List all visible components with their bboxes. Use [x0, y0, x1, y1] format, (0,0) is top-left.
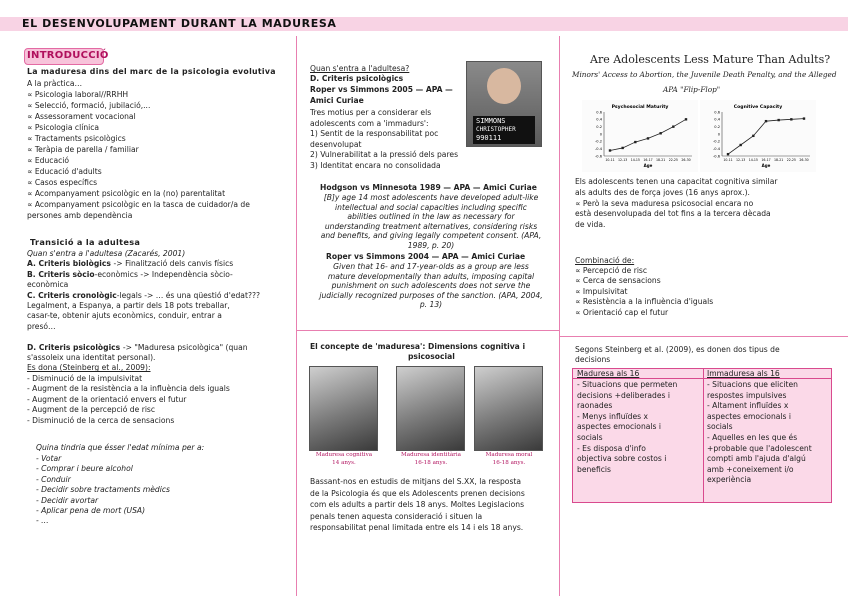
chart-x-label: Age	[643, 163, 653, 168]
chart-title: Cognitive Capacity	[733, 105, 783, 110]
intro-item: ∝ Educació d'adults	[27, 167, 102, 176]
steinberg-intro	[575, 345, 780, 366]
min-age-item: - Comprar i beure alcohol	[36, 464, 133, 474]
intro-item: ∝ Acompanyament psicològic en la tasca de cuidador/a de	[27, 200, 250, 209]
combo-item: ∝ Percepció de risc	[575, 266, 648, 275]
motiu-line: adolescents com a 'immadurs':	[310, 118, 429, 128]
table-left-line: - Menys influïdes x	[577, 411, 649, 421]
intro-item: ∝ Psicologia laboral//RRHH	[27, 90, 129, 99]
chart-x-tick: 22-25	[786, 158, 796, 162]
chart-series-line	[728, 119, 804, 155]
motiu-line: desenvolupat	[310, 139, 362, 149]
chart-point	[752, 135, 754, 137]
chart-x-tick: 22-25	[668, 158, 678, 162]
chart-y-tick: 0.4	[714, 117, 720, 122]
min-age-list	[36, 454, 170, 527]
chart-y-tick: -0.6	[712, 154, 720, 159]
quote-hodgson	[308, 193, 554, 251]
chart-point	[790, 118, 792, 120]
chart-point	[621, 147, 623, 149]
min-age-item: - Votar	[36, 454, 62, 463]
chart-point	[647, 137, 649, 139]
chart-x-tick: 14-15	[630, 158, 640, 162]
table-right-line: - Situacions que eliciten	[707, 380, 798, 389]
quote-line: p. 13)	[419, 300, 443, 310]
intro-item: ∝ Tractaments psicològics	[27, 134, 126, 143]
chart-point	[672, 125, 674, 127]
chart-x-tick: 18-21	[656, 158, 666, 162]
chart-point	[765, 120, 767, 122]
chart-y-tick: -0.4	[712, 147, 720, 152]
transition-list	[27, 249, 260, 426]
quote-line: judicially recognized purposes of the sanction. (APA, 2004,	[319, 290, 543, 300]
table-right-line: - Altament influïdes x	[707, 401, 789, 411]
transition-line: casar-te, obtenir ajuts econòmics, conduir, entrar a	[27, 311, 222, 321]
chart-y-tick: -0.2	[712, 139, 720, 144]
transition-line: A. Criteris biològics -> Finalització dels canvis físics	[27, 259, 234, 269]
mugshot-photo	[466, 61, 542, 147]
intro-subtitle: La maduresa dins del marc de la psicologia evolutiva	[27, 67, 276, 76]
chart-x-tick: 26-30	[681, 158, 691, 162]
quote-line: Given that 16- and 17-year-olds as a group are less	[333, 262, 529, 271]
intro-title: INTRODUCCIÓ	[27, 50, 109, 61]
table-left-line: decisions +deliberades i	[577, 390, 670, 400]
motiu-line: 1) Sentit de la responsabilitat poc	[310, 129, 439, 139]
decision-table	[572, 368, 832, 503]
case-roper-2005: Roper vs Simmons 2005 — APA —	[310, 85, 453, 94]
intro-item: ∝ Psicologia clínica	[27, 123, 100, 132]
chart-x-tick: 10-11	[605, 158, 615, 162]
min-age-item: - …	[36, 516, 49, 526]
min-age-item: - Conduir	[36, 474, 71, 484]
mugshot-number: 990111	[476, 134, 502, 142]
photo-caption: Maduresa identitària	[401, 452, 461, 458]
table-header-left: Maduresa als 16	[577, 369, 640, 378]
figure-subtitle: Minors' Access to Abortion, the Juvenile Death Penalty, and the Alleged	[572, 70, 837, 79]
page-title: EL DESENVOLUPAMENT DURANT LA MADURESA	[22, 17, 337, 30]
motiu-line: Tres motius per a considerar els	[310, 108, 432, 117]
question-adultesa: Quan s'entra a l'adultesa?	[310, 64, 410, 73]
figure-subtitle-2: APA "Flip-Flop"	[663, 85, 721, 94]
table-right-line: experiència	[707, 475, 752, 485]
chart-y-tick: -0.4	[594, 147, 602, 152]
table-right-line: respostes impulsives	[707, 390, 787, 400]
transition-line: D. Criteris psicològics -> "Maduresa psicològica" (quan	[27, 342, 248, 352]
table-right-line: compti amb l'ajuda d'algú	[707, 454, 806, 464]
intro-list	[27, 89, 250, 221]
table-left-line: socials	[577, 432, 603, 442]
quote-line: understanding treatment alternatives, considering risks	[324, 221, 538, 231]
cognitive-paragraph	[575, 177, 777, 231]
figure-title: Are Adolescents Less Mature Than Adults?	[590, 53, 831, 66]
chart-y-tick: 0.2	[714, 125, 720, 130]
min-age-item: - Decidir avortar	[36, 495, 99, 505]
transition-line: Es dona (Steinberg et al., 2009):	[27, 363, 151, 373]
transition-line: econòmica	[27, 280, 69, 290]
intro-item: ∝ Acompanyament psicològic en la (no) parentalitat	[27, 189, 226, 198]
case-roper-2004: Roper vs Simmons 2004 — APA — Amici Curiae	[326, 252, 526, 261]
photo-caption: 16-18 anys.	[492, 460, 526, 466]
chart-point	[803, 117, 805, 119]
chart-x-tick: 16-17	[761, 158, 771, 162]
para-line: està desenvolupada del tot fins a la tercera dècada	[575, 209, 771, 219]
chart-point	[727, 153, 729, 155]
table-right-line: - Aquelles en les que és	[707, 432, 798, 442]
transition-line	[27, 332, 260, 342]
quote-roper	[308, 262, 554, 310]
chart-point	[609, 149, 611, 151]
mugshot-name1: SIMMONS	[476, 117, 506, 125]
para-line: de vida.	[575, 220, 606, 230]
min-age-question: Quina tindria que ésser l'edat mínima per a:	[36, 443, 205, 452]
mugshot-face	[487, 68, 521, 104]
bassant-line: com els adults a partir dels 18 anys. Moltes Legislacions	[310, 500, 525, 509]
intro-lead: A la pràctica…	[27, 79, 83, 88]
table-left-line: - Situacions que permeten	[577, 380, 678, 389]
combo-item: ∝ Cerca de sensacions	[575, 276, 661, 286]
motius-list	[310, 108, 458, 172]
quote-line: mature developmentally than adults, imposing capital	[327, 271, 535, 281]
bassant-line: responsabilitat penal limitada entre els 14 i els 18 anys.	[310, 523, 524, 532]
transition-line: - Augment de la resistència a la influència dels iguals	[27, 384, 230, 394]
combo-item: ∝ Impulsivitat	[575, 286, 628, 296]
transition-line: B. Criteris sòcio-econòmics -> Independència sòcio-	[27, 269, 233, 279]
combo-title: Combinació de:	[575, 256, 635, 265]
photo-kohlberg	[474, 366, 543, 451]
chart-point	[685, 118, 687, 120]
combo-list	[575, 266, 713, 318]
chart-cognitive	[700, 100, 816, 172]
chart-psychosocial	[582, 100, 698, 172]
chart-point	[777, 119, 779, 121]
chart-y-tick: -0.2	[594, 139, 602, 144]
transition-line: - Augment de la percepció de risc	[27, 405, 156, 415]
photo-caption: 16-18 anys.	[414, 460, 448, 466]
table-divider	[703, 369, 704, 502]
bassant-line: de la Psicologia és que els Adolescents prenen decisions	[310, 488, 525, 498]
combo-item: ∝ Resistència a la influència d'iguals	[575, 297, 714, 307]
chart-point	[659, 132, 661, 134]
table-left-line: objectiva sobre costos i	[577, 454, 667, 464]
chart-point	[634, 141, 636, 143]
concept-title-2: psicosocial	[408, 352, 455, 361]
table-right-line: socials	[707, 422, 733, 432]
quote-line: and benefits, and giving legally competent consent. (APA,	[320, 231, 542, 241]
para-line: Els adolescents tenen una capacitat cognitiva similar	[575, 177, 778, 186]
para-line: ∝ Però la seva maduresa psicosocial encara no	[575, 198, 754, 208]
chart-x-tick: 12-13	[736, 158, 746, 162]
chart-x-tick: 26-30	[799, 158, 809, 162]
table-left-col	[577, 380, 677, 475]
chart-y-tick: 0	[717, 132, 720, 137]
table-right-line: amb +coneixement i/o	[707, 464, 794, 474]
photo-caption: Maduresa moral	[485, 452, 533, 458]
criteris-psicologics-title: D. Criteris psicològics	[310, 74, 404, 83]
transition-line: Legalment, a Espanya, a partir dels 18 pots treballar,	[27, 301, 230, 311]
intro-item: ∝ Selecció, formació, jubilació,...	[27, 101, 151, 110]
steinberg-line: Segons Steinberg et al. (2009), es donen dos tipus de	[575, 345, 780, 354]
photo-piaget	[309, 366, 378, 451]
chart-y-tick: 0.6	[714, 110, 720, 115]
bassant-text	[310, 476, 525, 534]
table-left-line: beneficis	[577, 464, 612, 474]
chart-x-tick: 16-17	[643, 158, 653, 162]
motiu-line: 3) Identitat encara no consolidada	[310, 160, 441, 170]
table-right-col	[707, 380, 812, 486]
min-age-item: - Decidir sobre tractaments mèdics	[36, 485, 170, 495]
table-right-line: +probable que l'adolescent	[707, 443, 812, 453]
photo-caption: Maduresa cognitiva	[315, 452, 373, 458]
transition-title: Transició a la adultesa	[30, 237, 141, 247]
transition-line: s'assoleix una identitat personal).	[27, 353, 156, 363]
chart-x-tick: 14-15	[748, 158, 758, 162]
chart-title: Psychosocial Maturity	[611, 105, 669, 110]
chart-point	[739, 144, 741, 146]
column-divider-left	[296, 36, 297, 596]
photo-caption: 14 anys.	[332, 460, 356, 466]
concept-title: El concepte de 'maduresa': Dimensions cognitiva i	[310, 342, 526, 351]
column-divider-right	[559, 36, 560, 596]
mugshot-placard	[473, 116, 535, 144]
table-right-line: aspectes emocionals i	[707, 411, 791, 421]
chart-y-tick: 0.4	[596, 117, 602, 122]
intro-item: ∝ Teràpia de parella / familiar	[27, 145, 139, 154]
table-left-line: aspectes emocionals i	[577, 422, 661, 432]
quote-line: abilities outlined in the law as necessary for	[347, 212, 515, 222]
chart-y-tick: 0.2	[596, 125, 602, 130]
min-age-item: - Aplicar pena de mort (USA)	[36, 506, 146, 516]
photo-erikson	[396, 366, 465, 451]
transition-line: C. Criteris cronològic-legals -> … és una qüestió d'edat???	[27, 290, 261, 300]
case-roper-2005-b: Amici Curiae	[310, 96, 364, 105]
transition-line: - Disminució de la impulsivitat	[27, 373, 143, 383]
quote-line: intellectual and social capacities including specific	[335, 202, 527, 212]
chart-y-tick: 0.6	[596, 110, 602, 115]
para-line: als adults des de força joves (16 anys aprox.).	[575, 187, 750, 197]
bassant-line: Bassant-nos en estudis de mitjans del S.XX, la resposta	[310, 477, 522, 486]
right-divider	[560, 336, 848, 337]
chart-y-tick: 0	[599, 132, 602, 137]
transition-line: Quan s'entra a l'adultesa (Zacarés, 2001)	[27, 249, 186, 258]
motiu-line: 2) Vulnerabilitat a la pressió dels pares	[310, 150, 459, 160]
bassant-line: penals tenen aquesta consideració i situen la	[310, 511, 483, 521]
combo-item: ∝ Orientació cap el futur	[575, 307, 669, 317]
quote-line: punishment on such adolescents does not serve the	[331, 281, 531, 291]
mugshot-name2: CHRISTOPHER	[476, 126, 516, 133]
table-left-line: - Es disposa d'info	[577, 443, 646, 453]
case-hodgson: Hodgson vs Minnesota 1989 — APA — Amici Curiae	[320, 183, 537, 192]
middle-divider	[297, 330, 559, 331]
table-left-line: raonades	[577, 401, 613, 411]
chart-x-tick: 12-13	[618, 158, 628, 162]
chart-series-line	[610, 119, 686, 150]
chart-y-tick: -0.6	[594, 154, 602, 159]
quote-line: 1989, p. 20)	[407, 240, 455, 250]
transition-line: presó…	[27, 321, 56, 331]
chart-x-tick: 18-21	[774, 158, 784, 162]
intro-item: persones amb dependència	[27, 211, 133, 220]
chart-x-label: Age	[761, 163, 771, 168]
quote-line: [B]y age 14 most adolescents have developed adult-like	[323, 193, 539, 202]
intro-item: ∝ Casos específics	[27, 178, 98, 187]
intro-item: ∝ Assessorament vocacional	[27, 112, 136, 121]
table-header-right: Immaduresa als 16	[707, 369, 780, 378]
steinberg-line: decisions	[575, 355, 611, 365]
chart-x-tick: 10-11	[723, 158, 733, 162]
transition-line: - Augment de la orientació envers el futur	[27, 394, 187, 404]
intro-item: ∝ Educació	[27, 156, 70, 165]
transition-line: - Disminució de la cerca de sensacions	[27, 415, 175, 425]
